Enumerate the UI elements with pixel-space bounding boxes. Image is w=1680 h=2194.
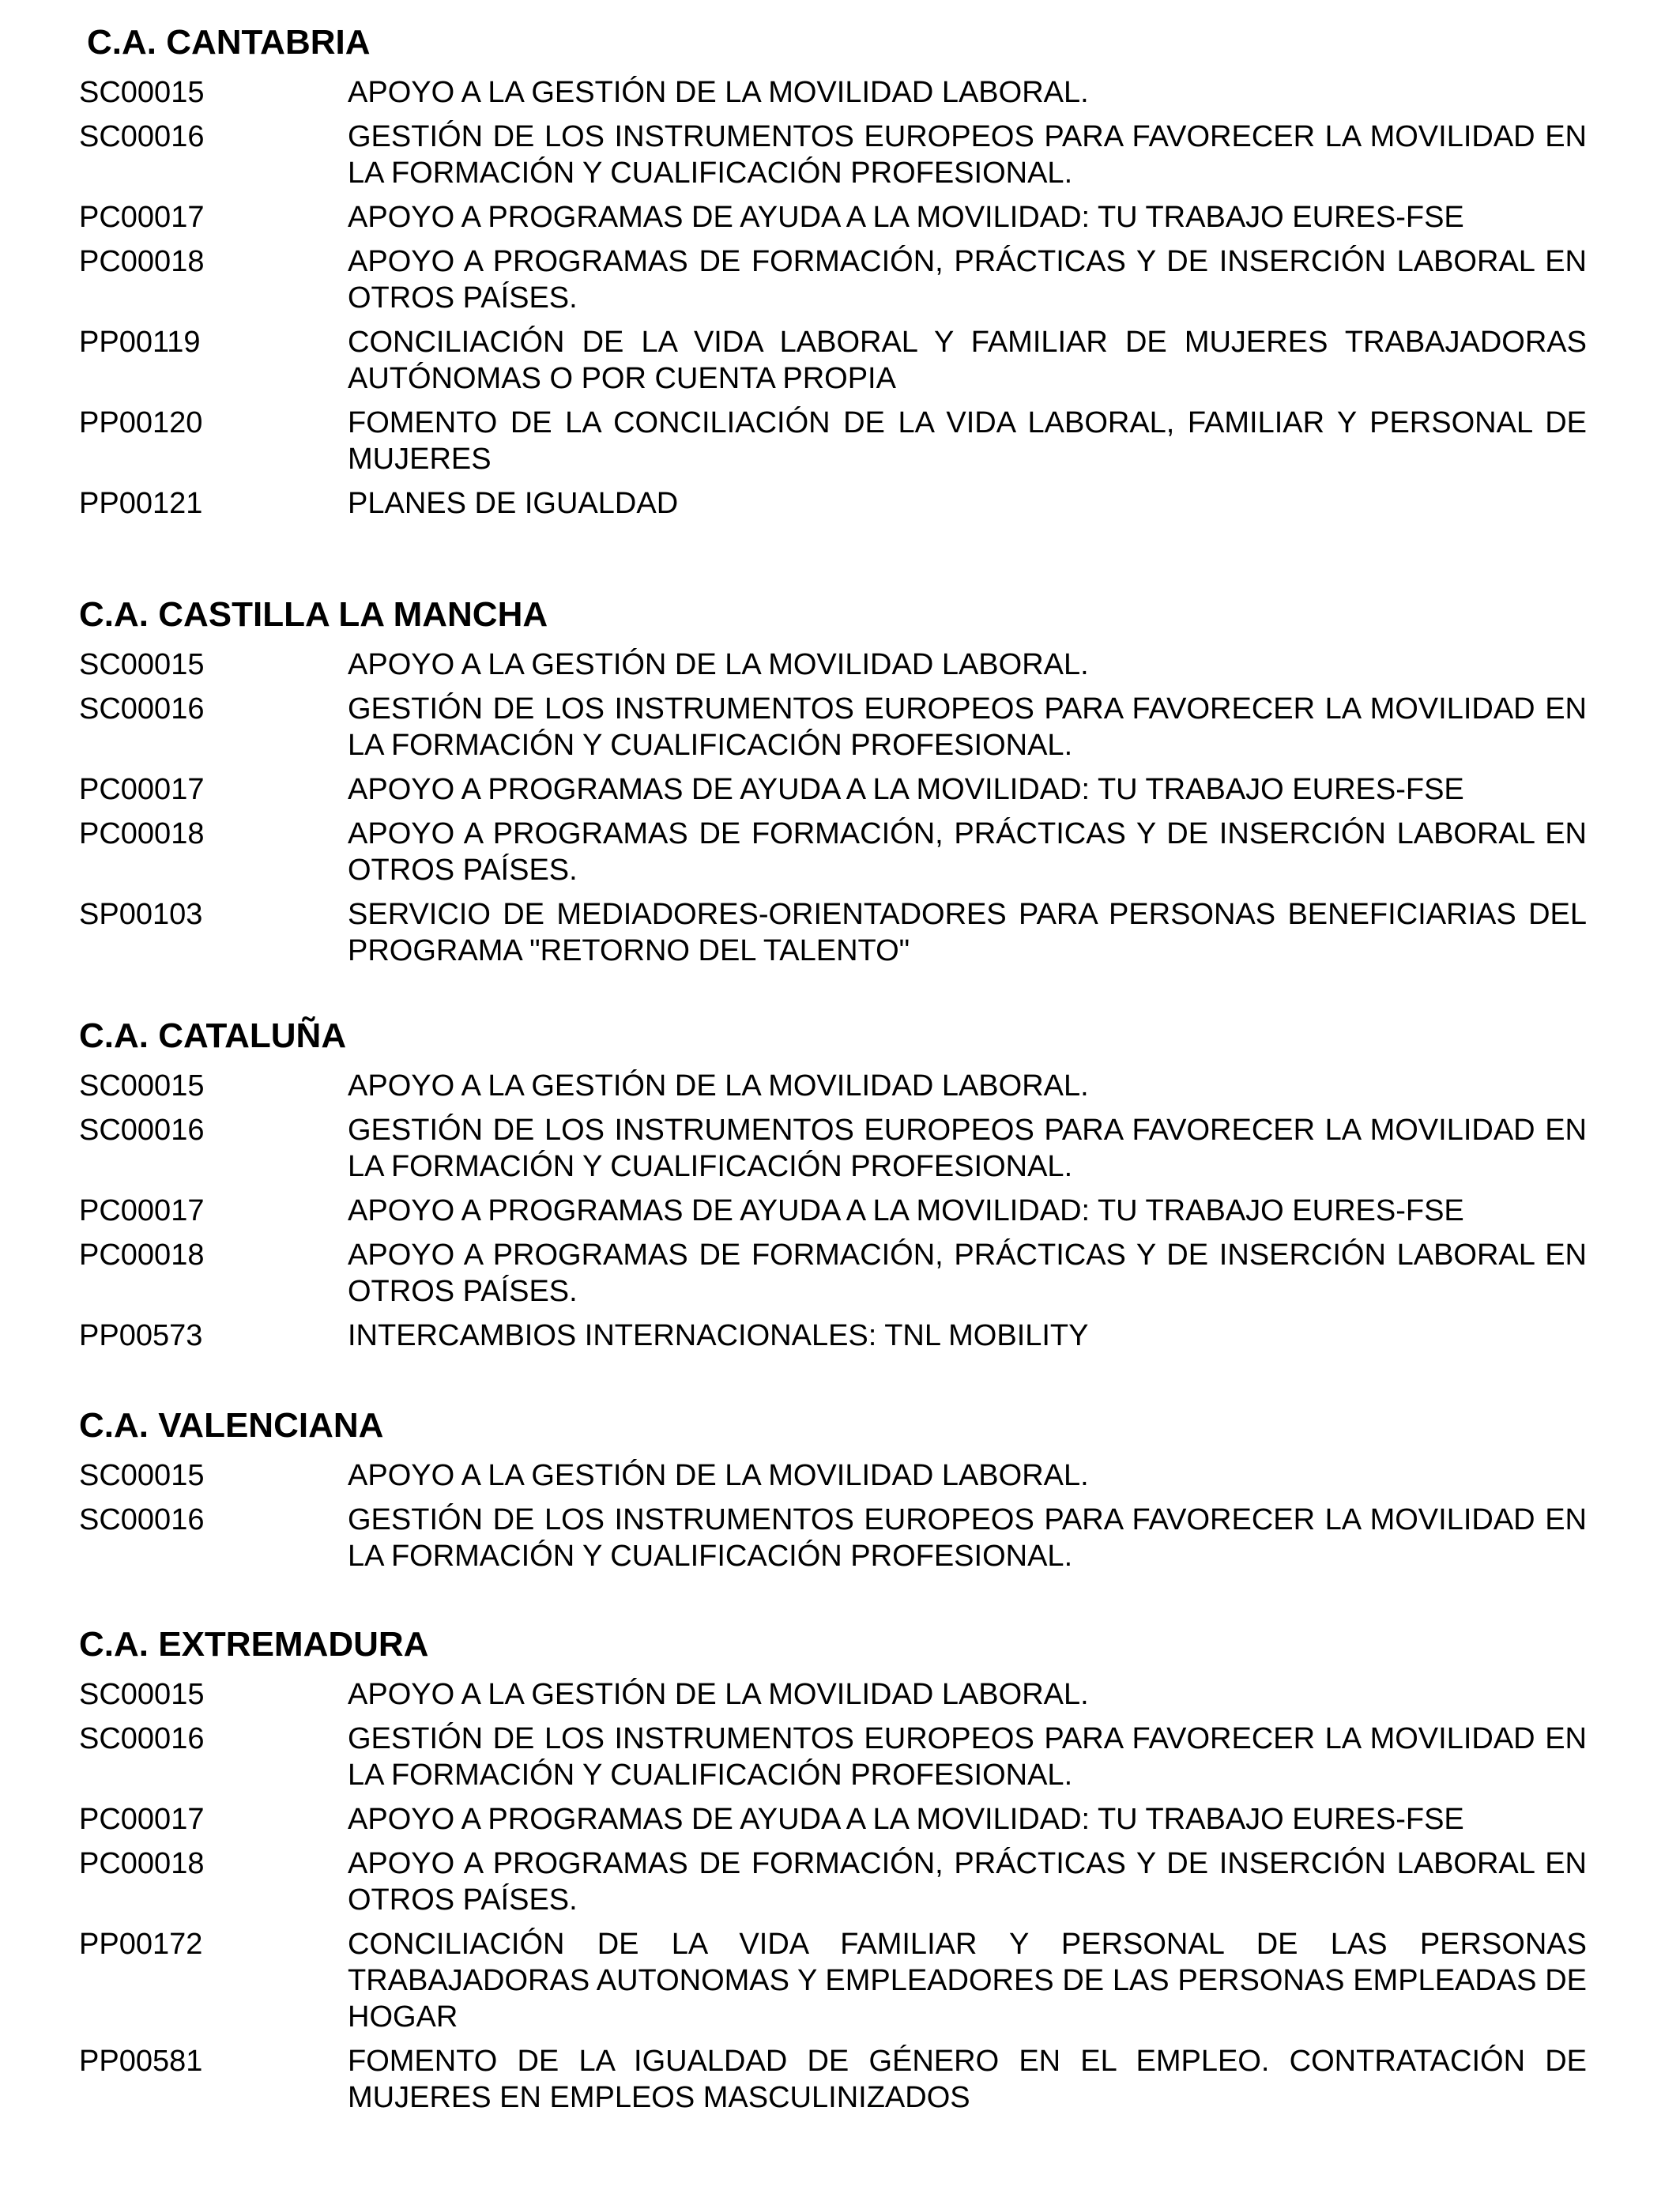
program-description: APOYO A LA GESTIÓN DE LA MOVILIDAD LABORAL. [348, 1069, 1089, 1103]
list-item [0, 243, 1680, 316]
program-code: SC00015 [79, 1678, 205, 1711]
program-description: INTERCAMBIOS INTERNACIONALES: TNL MOBILITY [348, 1319, 1089, 1352]
program-code: SP00103 [79, 898, 203, 931]
program-description: CONCILIACIÓN DE LA VIDA LABORAL Y FAMILIAR DE MUJERES TRABAJADORAS AUTÓNOMAS O POR CUENTA PROPIA [348, 326, 1587, 395]
program-description: GESTIÓN DE LOS INSTRUMENTOS EUROPEOS PARA FAVORECER LA MOVILIDAD EN LA FORMACIÓN Y CUALIFICACIÓN PROFESIONAL. [348, 1722, 1587, 1792]
section [0, 1016, 1680, 1362]
list-item [0, 1068, 1680, 1104]
program-code: PP00172 [79, 1928, 203, 1961]
program-description: GESTIÓN DE LOS INSTRUMENTOS EUROPEOS PARA FAVORECER LA MOVILIDAD EN LA FORMACIÓN Y CUALIFICACIÓN PROFESIONAL. [348, 120, 1587, 190]
item-list [0, 1068, 1680, 1354]
program-description: GESTIÓN DE LOS INSTRUMENTOS EUROPEOS PARA FAVORECER LA MOVILIDAD EN LA FORMACIÓN Y CUALIFICACIÓN PROFESIONAL. [348, 1114, 1587, 1183]
list-item [0, 1801, 1680, 1838]
program-code: PC00017 [79, 201, 205, 234]
list-item [0, 691, 1680, 763]
list-item [0, 2043, 1680, 2116]
list-item [0, 1721, 1680, 1793]
list-item [0, 74, 1680, 111]
section [0, 594, 1680, 977]
list-item [0, 896, 1680, 969]
section-title: C.A. VALENCIANA [79, 1406, 384, 1445]
program-code: SC00015 [79, 76, 205, 109]
list-item [0, 1676, 1680, 1713]
program-code: PC00018 [79, 1847, 205, 1880]
program-description: APOYO A LA GESTIÓN DE LA MOVILIDAD LABORAL. [348, 76, 1089, 109]
program-code: SC00016 [79, 120, 205, 153]
program-description: APOYO A PROGRAMAS DE AYUDA A LA MOVILIDAD: TU TRABAJO EURES-FSE [348, 773, 1464, 806]
program-code: SC00015 [79, 648, 205, 681]
program-code: SC00016 [79, 1503, 205, 1536]
list-item [0, 1502, 1680, 1574]
program-code: SC00016 [79, 692, 205, 726]
program-code: PP00121 [79, 487, 203, 520]
program-description: FOMENTO DE LA IGUALDAD DE GÉNERO EN EL EMPLEO. CONTRATACIÓN DE MUJERES EN EMPLEOS MASCULINIZADOS [348, 2045, 1587, 2114]
program-description: CONCILIACIÓN DE LA VIDA FAMILIAR Y PERSONAL DE LAS PERSONAS TRABAJADORAS AUTONOMAS Y EMPLEADORES DE LAS PERSONAS EMPLEADAS DE HOGAR [348, 1928, 1587, 2034]
list-item [0, 1926, 1680, 2035]
program-description: GESTIÓN DE LOS INSTRUMENTOS EUROPEOS PARA FAVORECER LA MOVILIDAD EN LA FORMACIÓN Y CUALIFICACIÓN PROFESIONAL. [348, 1503, 1587, 1573]
item-list [0, 647, 1680, 969]
list-item [0, 485, 1680, 522]
program-description: APOYO A PROGRAMAS DE AYUDA A LA MOVILIDAD: TU TRABAJO EURES-FSE [348, 1803, 1464, 1836]
program-code: PC00017 [79, 1803, 205, 1836]
list-item [0, 816, 1680, 888]
program-description: APOYO A PROGRAMAS DE FORMACIÓN, PRÁCTICAS Y DE INSERCIÓN LABORAL EN OTROS PAÍSES. [348, 1847, 1587, 1917]
program-description: GESTIÓN DE LOS INSTRUMENTOS EUROPEOS PARA FAVORECER LA MOVILIDAD EN LA FORMACIÓN Y CUALIFICACIÓN PROFESIONAL. [348, 692, 1587, 762]
program-description: PLANES DE IGUALDAD [348, 487, 679, 520]
item-list [0, 1676, 1680, 2116]
program-code: PC00018 [79, 245, 205, 278]
list-item [0, 119, 1680, 191]
section [0, 1405, 1680, 1582]
program-description: APOYO A PROGRAMAS DE FORMACIÓN, PRÁCTICAS Y DE INSERCIÓN LABORAL EN OTROS PAÍSES. [348, 817, 1587, 887]
program-code: PP00119 [79, 326, 201, 359]
section-title: C.A. CASTILLA LA MANCHA [79, 595, 548, 634]
program-code: SC00015 [79, 1069, 205, 1103]
list-item [0, 1112, 1680, 1185]
list-item [0, 405, 1680, 477]
program-code: PC00018 [79, 1238, 205, 1272]
program-description: APOYO A PROGRAMAS DE FORMACIÓN, PRÁCTICAS Y DE INSERCIÓN LABORAL EN OTROS PAÍSES. [348, 245, 1587, 315]
section-title: C.A. EXTREMADURA [79, 1625, 429, 1664]
section [0, 1624, 1680, 2124]
item-list [0, 74, 1680, 522]
program-code: SC00016 [79, 1114, 205, 1147]
program-code: PP00120 [79, 406, 203, 439]
list-item [0, 1318, 1680, 1354]
program-code: PC00018 [79, 817, 205, 850]
program-description: FOMENTO DE LA CONCILIACIÓN DE LA VIDA LABORAL, FAMILIAR Y PERSONAL DE MUJERES [348, 406, 1587, 476]
list-item [0, 771, 1680, 808]
program-code: PP00581 [79, 2045, 203, 2078]
section-title: C.A. CATALUÑA [79, 1016, 347, 1055]
list-item [0, 324, 1680, 397]
program-description: SERVICIO DE MEDIADORES-ORIENTADORES PARA PERSONAS BENEFICIARIAS DEL PROGRAMA "RETORNO DEL TALENTO" [348, 898, 1587, 967]
list-item [0, 1457, 1680, 1494]
list-item [0, 1193, 1680, 1229]
program-description: APOYO A LA GESTIÓN DE LA MOVILIDAD LABORAL. [348, 1678, 1089, 1711]
program-code: PP00573 [79, 1319, 203, 1352]
program-description: APOYO A PROGRAMAS DE AYUDA A LA MOVILIDAD: TU TRABAJO EURES-FSE [348, 1194, 1464, 1227]
program-code: PC00017 [79, 773, 205, 806]
item-list [0, 1457, 1680, 1574]
list-item [0, 1237, 1680, 1310]
section-title: C.A. CANTABRIA [87, 23, 371, 62]
program-code: SC00015 [79, 1459, 205, 1492]
program-description: APOYO A PROGRAMAS DE AYUDA A LA MOVILIDAD: TU TRABAJO EURES-FSE [348, 201, 1464, 234]
program-description: APOYO A LA GESTIÓN DE LA MOVILIDAD LABORAL. [348, 1459, 1089, 1492]
list-item [0, 1845, 1680, 1918]
program-description: APOYO A LA GESTIÓN DE LA MOVILIDAD LABORAL. [348, 648, 1089, 681]
program-description: APOYO A PROGRAMAS DE FORMACIÓN, PRÁCTICAS Y DE INSERCIÓN LABORAL EN OTROS PAÍSES. [348, 1238, 1587, 1308]
program-code: SC00016 [79, 1722, 205, 1755]
program-code: PC00017 [79, 1194, 205, 1227]
list-item [0, 199, 1680, 236]
section [0, 22, 1680, 530]
list-item [0, 647, 1680, 683]
